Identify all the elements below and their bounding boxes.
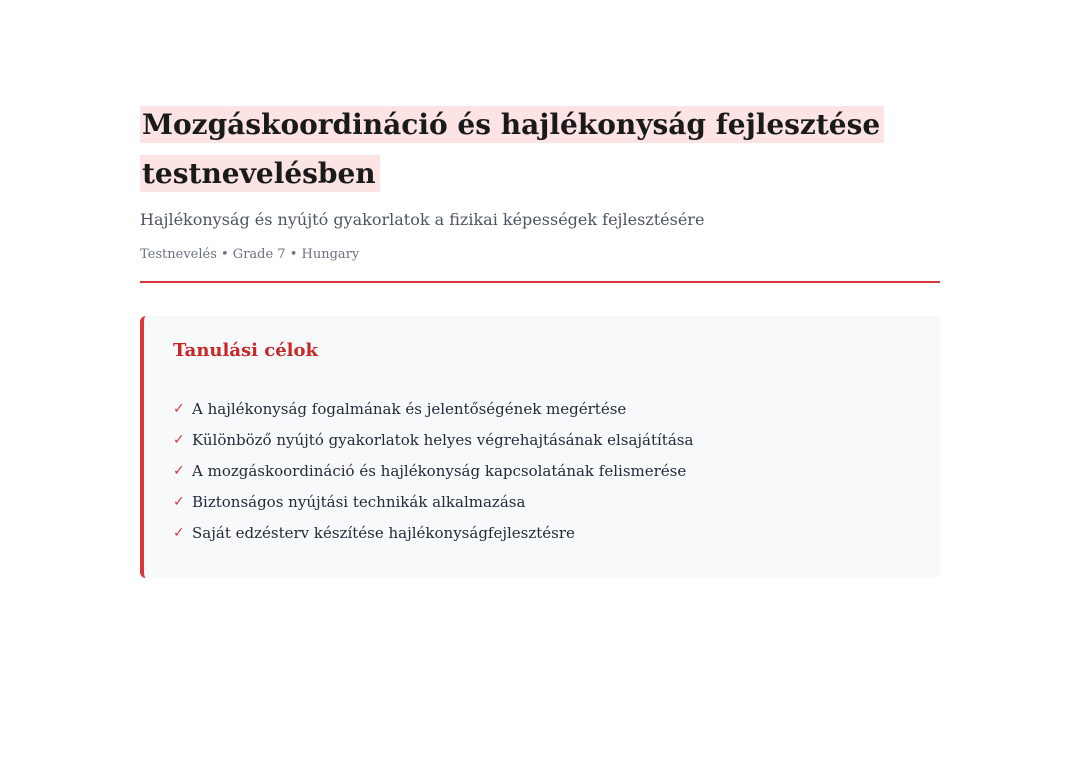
objective-item	[173, 425, 910, 456]
objective-item	[173, 487, 910, 518]
header-divider	[140, 281, 940, 283]
page-subtitle: Hajlékonyság és nyújtó gyakorlatok a fizikai képességek fejlesztésére	[140, 210, 705, 229]
check-icon: ✓	[173, 494, 185, 510]
objective-item	[173, 456, 910, 487]
learning-objectives-list	[173, 394, 910, 549]
page-title	[140, 100, 940, 198]
lesson-meta: Testnevelés • Grade 7 • Hungary	[140, 247, 360, 262]
objective-text: A mozgáskoordináció és hajlékonyság kapcsolatának felismerése	[192, 462, 687, 480]
check-icon: ✓	[173, 525, 185, 541]
check-icon: ✓	[173, 432, 185, 448]
check-icon: ✓	[173, 401, 185, 417]
learning-objectives-heading: Tanulási célok	[173, 340, 318, 361]
lesson-page	[140, 100, 940, 578]
objective-text: Saját edzésterv készítése hajlékonyságfejlesztésre	[192, 524, 575, 542]
learning-objectives-panel	[140, 316, 940, 578]
objective-item	[173, 518, 910, 549]
objective-text: A hajlékonyság fogalmának és jelentőségének megértése	[192, 400, 627, 418]
check-icon: ✓	[173, 463, 185, 479]
objective-text: Különböző nyújtó gyakorlatok helyes végrehajtásának elsajátítása	[192, 431, 694, 449]
objective-text: Biztonságos nyújtási technikák alkalmazása	[192, 493, 526, 511]
objective-item	[173, 394, 910, 425]
page-title-text: Mozgáskoordináció és hajlékonyság fejlesztése testnevelésben	[140, 106, 884, 192]
